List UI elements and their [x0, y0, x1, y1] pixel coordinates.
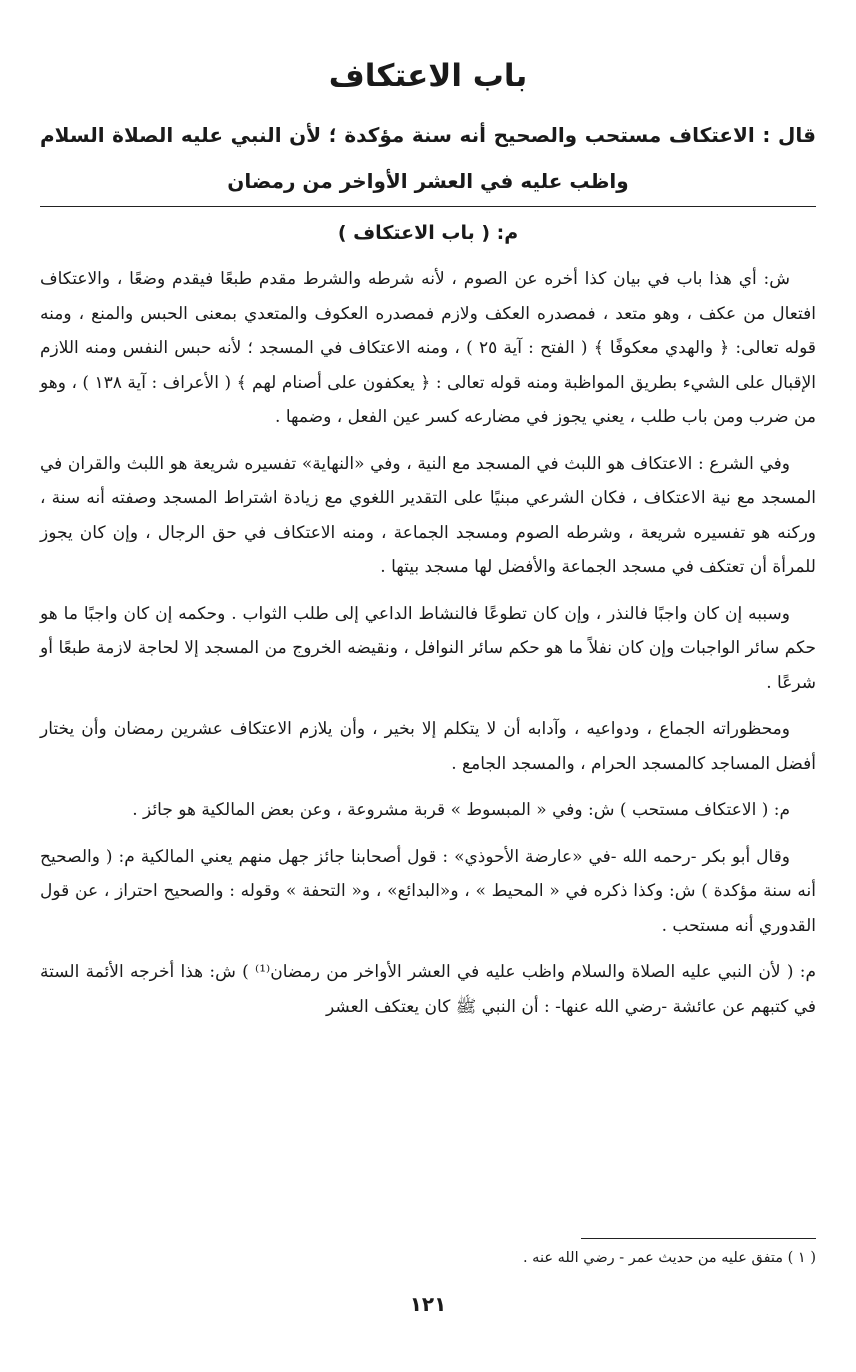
commentary-paragraph-6: وقال أبو بكر -رحمه الله -في «عارضة الأحوذي» : قول أصحابنا جائز جهل منهم يعني المالكية م: ( والصحيح أنه سنة مؤكدة ) ش: وكذا ذكره في « المحيط » ، و«البدائع» ، و« التحفة » وقوله : والصحيح احتراز ، عن قول القدوري أنه مستحب .: [40, 846, 816, 936]
page-number: ١٢١: [409, 1292, 447, 1316]
section-subheading: م: ( باب الاعتكاف ): [337, 222, 519, 244]
separator-rule: [40, 206, 816, 207]
commentary-paragraph-7: م: ( لأن النبي عليه الصلاة والسلام واظب عليه في العشر الأواخر من رمضان⁽¹⁾ ) ش: هذا أخرجه الأئمة الستة في كتبهم عن عائشة -رضي الله عنها- : أن النبي ﷺ كان يعتكف العشر: [40, 962, 816, 1017]
commentary-paragraph-2: وفي الشرع : الاعتكاف هو اللبث في المسجد مع النية ، وفي «النهاية» تفسيره شريعة هو اللبث والقران في المسجد مع نية الاعتكاف ، فكان الشرعي مبنيًا على التقدير اللغوي مع زيادة اشتراط المسجد وصفته أنه سنة ، وركنه هو تفسيره شريعة ، وشرطه الصوم ومسجد الجماعة ، ومنه الاعتكاف في حق الرجال ، وإن كان يجوز للمرأة أن تعتكف في مسجد الجماعة والأفضل لها مسجد بيتها .: [40, 453, 816, 577]
commentary-paragraph-1: ش: أي هذا باب في بيان كذا أخره عن الصوم ، لأنه شرطه والشرط مقدم طبعًا فيقدم وضعًا ، والاعتكاف افتعال من عكف ، وهو متعد ، فمصدره العكف ولازم فمصدره العكوف والمتعدي بمعنى الحبس والمنع ، ومنه قوله تعالى: ﴿ والهدي معكوفًا ﴾ ( الفتح : آية ٢٥ ) ، ومنه الاعتكاف في المسجد ؛ لأنه حبس النفس ومنه اللازم الإقبال على الشيء بطريق المواظبة ومنه قوله تعالى : ﴿ يعكفون على أصنام لهم ﴾ ( الأعراف : آية ١٣٨ ) ، وهو من ضرب ومن باب طلب ، يعني يجوز في مضارعه كسر عين الفعل ، وضمها .: [40, 269, 816, 427]
matn-text: قال : الاعتكاف مستحب والصحيح أنه سنة مؤكدة ؛ لأن النبي عليه الصلاة السلام واظب عليه في العشر الأواخر من رمضان: [40, 123, 816, 193]
footnote-rule: [581, 1238, 816, 1239]
commentary-body: [40, 262, 816, 1036]
commentary-paragraph-4: ومحظوراته الجماع ، ودواعيه ، وآدابه أن لا يتكلم إلا بخير ، وأن يلازم الاعتكاف عشرين رمضان وأن يختار أفضل المساجد كالمسجد الحرام ، والمسجد الجامع .: [40, 719, 816, 774]
chapter-title: باب الاعتكاف: [328, 58, 528, 94]
commentary-paragraph-3: وسببه إن كان واجبًا فالنذر ، وإن كان تطوعًا فالنشاط الداعي إلى طلب الثواب . وحكمه إن كان واجبًا ما هو حكم سائر الواجبات وإن كان نفلاً ما هو حكم سائر النوافل ، ونقيضه الخروج من المسجد إلا لحاجة لازمة طبعًا أو شرعًا .: [40, 603, 816, 693]
footnote: ( ١ ) متفق عليه من حديث عمر - رضي الله عنه .: [522, 1250, 816, 1266]
commentary-paragraph-5: م: ( الاعتكاف مستحب ) ش: وفي « المبسوط » قربة مشروعة ، وعن بعض المالكية هو جائز .: [132, 800, 790, 820]
